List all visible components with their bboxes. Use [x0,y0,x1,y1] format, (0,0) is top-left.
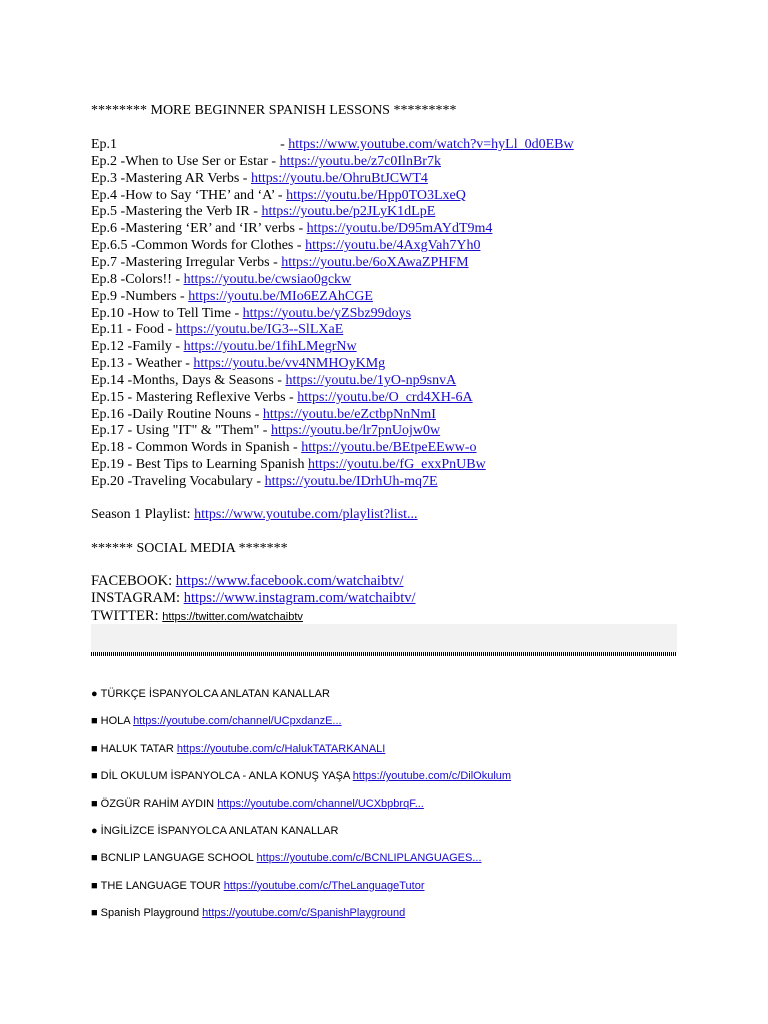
playlist-link[interactable]: https://www.youtube.com/playlist?list... [194,507,418,522]
episode-separator: - [294,221,307,237]
episode-link[interactable]: https://youtu.be/lr7pnUojw0w [270,423,441,439]
episode-line [91,355,385,372]
episode-label: Ep.5 -Mastering the Verb IR [91,204,250,220]
channel-name: İNGİLİZCE İSPANYOLCA ANLATAN KANALLAR [100,825,339,837]
episode-link[interactable]: https://youtu.be/BEtpeEEww-o [301,440,477,456]
episode-label: Ep.4 -How to Say ‘THE’ and ‘A’ [91,187,275,203]
episode-separator: - [289,440,302,456]
episode-separator: - [273,372,286,388]
episode-label: Ep.10 -How to Tell Time [91,305,231,321]
instagram-label: INSTAGRAM: [91,590,184,606]
episode-link[interactable]: https://youtu.be/z7c0IlnBr7k [279,153,441,169]
episode-link[interactable]: https://youtu.be/D95mAYdT9m4 [306,221,493,237]
channel-name: THE LANGUAGE TOUR [100,879,224,892]
episode-link[interactable]: https://youtu.be/Hpp0TO3LxeQ [286,187,466,203]
episode-line [91,170,428,187]
episode-separator: - [171,271,184,287]
episode-link[interactable]: https://youtu.be/MIo6EZAhCGE [188,288,373,304]
episode-label: Ep.7 -Mastering Irregular Verbs [91,254,270,270]
channel-line [91,686,330,703]
channel-link[interactable]: https://youtube.com/channel/UCpxdanzE... [133,715,342,728]
episode-line [91,321,343,338]
channel-name: HALUK TATAR [100,742,177,755]
episode-line [91,406,436,423]
shaded-divider-block [91,624,677,654]
episode-separator: - [280,137,289,152]
episode-line [91,203,435,220]
channel-link[interactable]: https://youtube.com/c/DilOkulum [352,770,512,783]
episode-label: Ep.16 -Daily Routine Nouns [91,406,252,422]
episode-separator: - [267,153,280,169]
channel-name: HOLA [100,715,134,728]
twitter-label: TWITTER: [91,608,163,624]
channel-link[interactable]: https://youtube.com/c/HalukTATARKANALI [176,742,386,755]
episode-label: Ep.19 - Best Tips to Learning Spanish [91,457,305,473]
facebook-link[interactable]: https://www.facebook.com/watchaibtv/ [175,573,404,589]
square-bullet-icon: ■ [91,742,98,755]
episode-separator: - [230,305,243,321]
channel-line [91,741,385,758]
episode-link[interactable]: https://youtu.be/cwsiao0gckw [183,271,352,287]
episode-separator: - [252,474,265,489]
episode-separator: - [293,238,306,254]
lessons-header: ******** MORE BEGINNER SPANISH LESSONS ********* [91,103,457,118]
channel-line [91,796,424,813]
episode-separator: - [176,288,189,304]
episode-separator: - [171,339,184,355]
square-bullet-icon: ■ [91,770,98,783]
episode-line [91,237,480,254]
episode-label: Ep.8 -Colors!! [91,271,172,287]
episode-label: Ep.20 -Traveling Vocabulary [91,474,253,489]
episode-link[interactable]: https://youtu.be/vv4NMHOyKMg [193,356,386,372]
channel-link[interactable]: https://youtube.com/c/TheLanguageTutor [223,879,425,892]
episode-link[interactable]: https://youtu.be/OhruBtJCWT4 [250,170,428,186]
episode-link[interactable]: https://youtu.be/p2JLyK1dLpE [261,204,436,220]
channel-line [91,878,425,895]
channel-name: Spanish Playground [100,907,203,920]
channel-link[interactable]: https://youtube.com/c/BCNLIPLANGUAGES... [256,852,482,865]
episode-separator: - [259,423,271,439]
episode-line [91,305,411,322]
channel-line [91,713,342,730]
episode-separator: - [249,204,262,220]
channel-name: DİL OKULUM İSPANYOLCA - ANLA KONUŞ YAŞA [100,770,353,783]
playlist-line [91,506,418,523]
square-bullet-icon: ■ [91,797,98,810]
episode-label: Ep.17 - Using "IT" & "Them" [91,423,260,439]
episode-label: Ep.14 -Months, Days & Seasons [91,372,274,388]
square-bullet-icon: ■ [91,715,98,728]
episode-link[interactable]: https://www.youtube.com/watch?v=hyLl_0d0EBw [288,137,574,152]
episode-line [91,153,441,170]
facebook-label: FACEBOOK: [91,573,176,589]
episode-line [91,220,492,237]
facebook-line [91,573,404,590]
episode-label: Ep.1 [91,137,118,152]
channel-name: BCNLIP LANGUAGE SCHOOL [100,852,257,865]
episode-link[interactable]: https://youtu.be/1fihLMegrNw [183,339,357,355]
episode-separator: - [239,170,251,186]
episode-label: Ep.3 -Mastering AR Verbs [91,170,240,186]
episode-link[interactable]: https://youtu.be/4AxgVah7Yh0 [305,238,481,254]
episode-line [91,422,440,439]
instagram-link[interactable]: https://www.instagram.com/watchaibtv/ [183,590,416,606]
episode-label: Ep.11 - Food [91,322,164,338]
episode-line [91,456,486,473]
instagram-line [91,590,416,607]
channel-link[interactable]: https://youtube.com/channel/UCXbpbrqF... [217,797,424,810]
channel-line [91,850,482,867]
episode-line [91,288,373,305]
episode-link[interactable]: https://youtu.be/IG3--SlLXaE [175,322,344,338]
episode-link[interactable]: https://youtu.be/fG_exxPnUBw [308,457,486,473]
episode-line [91,271,351,288]
channel-line [91,823,338,840]
episode-label: Ep.18 - Common Words in Spanish [91,440,290,456]
episode-label: Ep.13 - Weather [91,356,182,372]
episode-link[interactable]: https://youtu.be/IDrhUh-mq7E [264,474,438,489]
episode-link[interactable]: https://youtu.be/eZctbpNnNmI [262,406,436,422]
episode-separator: - [181,356,194,372]
episode-label: Ep.6 -Mastering ‘ER’ and ‘IR’ verbs [91,221,295,237]
episode-link[interactable]: https://youtu.be/6oXAwaZPHFM [281,254,469,270]
episode-line [91,389,473,406]
episode-line [91,473,438,490]
channel-name: TÜRKÇE İSPANYOLCA ANLATAN KANALLAR [100,688,330,700]
dotted-rule [91,652,677,656]
episode-line [91,338,357,355]
twitter-link[interactable]: https://twitter.com/watchaibtv [162,611,303,623]
social-header: ****** SOCIAL MEDIA ******* [91,541,288,556]
channel-name: ÖZGÜR RAHİM AYDIN [100,797,218,810]
episode-label: Ep.2 -When to Use Ser or Estar [91,153,268,169]
episode-line [91,372,456,389]
episode-link[interactable]: https://youtu.be/1yO-np9snvA [285,372,457,388]
episode-label: Ep.12 -Family [91,339,172,355]
episode-line [91,136,574,153]
episode-separator: - [274,187,287,203]
square-bullet-icon: ■ [91,852,98,865]
episode-separator: - [269,254,282,270]
episode-link[interactable]: https://youtu.be/O_crd4XH-6A [297,389,473,405]
episode-separator: - [251,406,263,422]
episode-link[interactable]: https://youtu.be/yZSbz99doys [242,305,412,321]
episode-separator: - [285,389,298,405]
playlist-label: Season 1 Playlist: [91,507,195,522]
episode-separator: - [163,322,176,338]
episode-label: Ep.6.5 -Common Words for Clothes [91,238,294,254]
episode-line [91,254,469,271]
episode-label: Ep.15 - Mastering Reflexive Verbs [91,389,286,405]
episode-label: Ep.9 -Numbers [91,288,177,304]
circle-bullet-icon: ● [91,825,98,837]
square-bullet-icon: ■ [91,879,98,892]
square-bullet-icon: ■ [91,907,98,920]
episode-line [91,187,466,204]
circle-bullet-icon: ● [91,688,98,700]
episode-line [91,439,477,456]
channel-line [91,905,405,922]
channel-link[interactable]: https://youtube.com/c/SpanishPlayground [202,907,406,920]
channel-line [91,768,511,785]
